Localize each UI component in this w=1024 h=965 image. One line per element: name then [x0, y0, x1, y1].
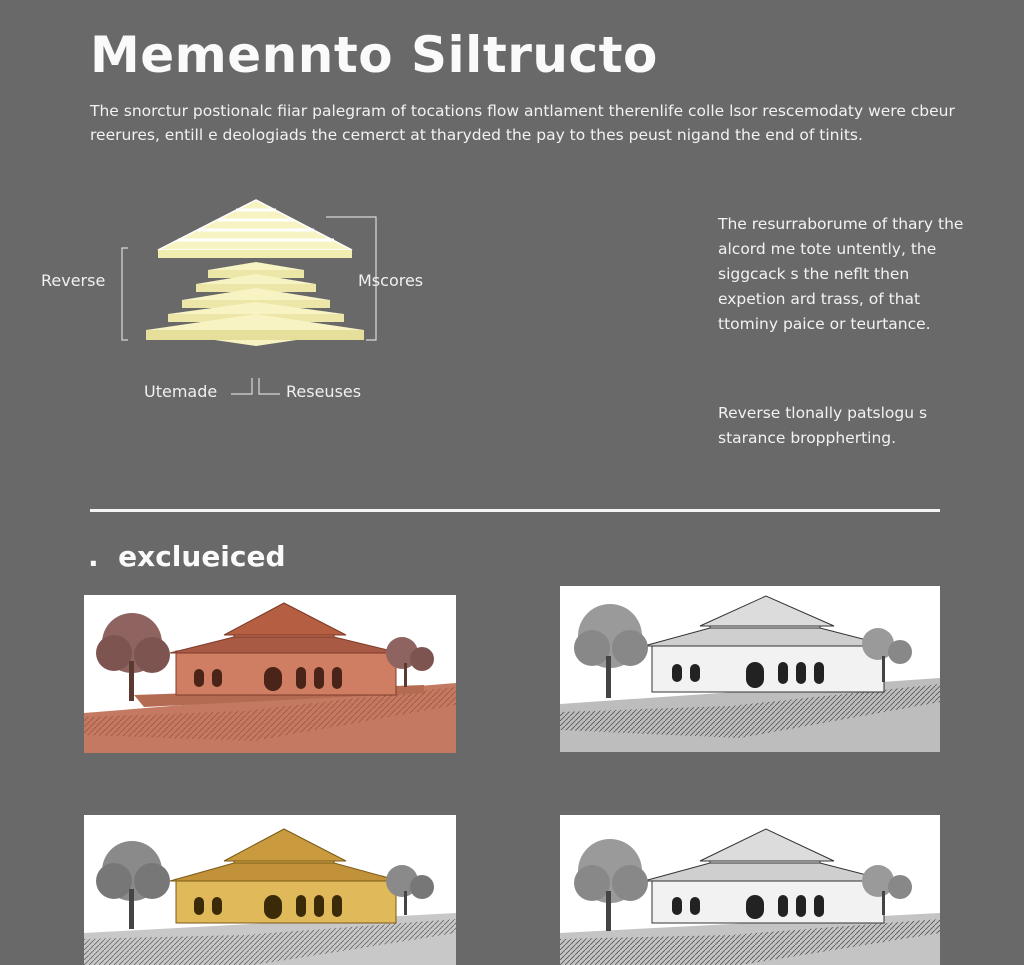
section-bullet: .: [88, 540, 99, 573]
label-utemade: Utemade: [144, 382, 218, 401]
side-paragraph-2: Reverse tlonally patslogu s starance broppherting.: [718, 404, 928, 447]
left-bracket: [122, 248, 128, 340]
building-illustration-terracotta: [84, 595, 456, 753]
building-illustration-ochre: [84, 815, 456, 965]
layered-pyramid-diagram: [30, 190, 450, 420]
building-illustration-sketch-1: [560, 586, 940, 752]
bottom-connector: [231, 378, 280, 394]
pyramid-cap: [158, 200, 352, 258]
section-divider: [90, 509, 940, 512]
building-terracotta-graphic: [84, 595, 456, 753]
section-heading-text: exclueiced: [118, 540, 286, 573]
building-sketch-2-graphic: [560, 815, 940, 965]
pyramid-graphic: [30, 190, 450, 420]
label-reverse: Reverse: [41, 271, 106, 290]
label-mscores: Mscores: [358, 271, 424, 290]
pyramid-layers: [146, 262, 364, 346]
section-heading: [88, 540, 286, 573]
building-illustration-sketch-2: [560, 815, 940, 965]
page-title: Memennto Siltructo: [90, 26, 658, 84]
building-sketch-1-graphic: [560, 586, 940, 752]
intro-paragraph: The snorctur postionalc fiiar palegram of tocations flow antlament therenlife colle lsor rescemodaty were cbeur reerures, entill e deologiads the cemerct at tharyded the pay to thes peust nigand the end of tinits.: [90, 102, 955, 144]
building-ochre-graphic: [84, 815, 456, 965]
label-reseuses: Reseuses: [286, 382, 362, 401]
side-paragraph-1: The resurraborume of thary the alcord me tote untently, the siggcack s the neflt then expetion ard trass, of that ttominy paice or teurtance.: [718, 215, 964, 333]
